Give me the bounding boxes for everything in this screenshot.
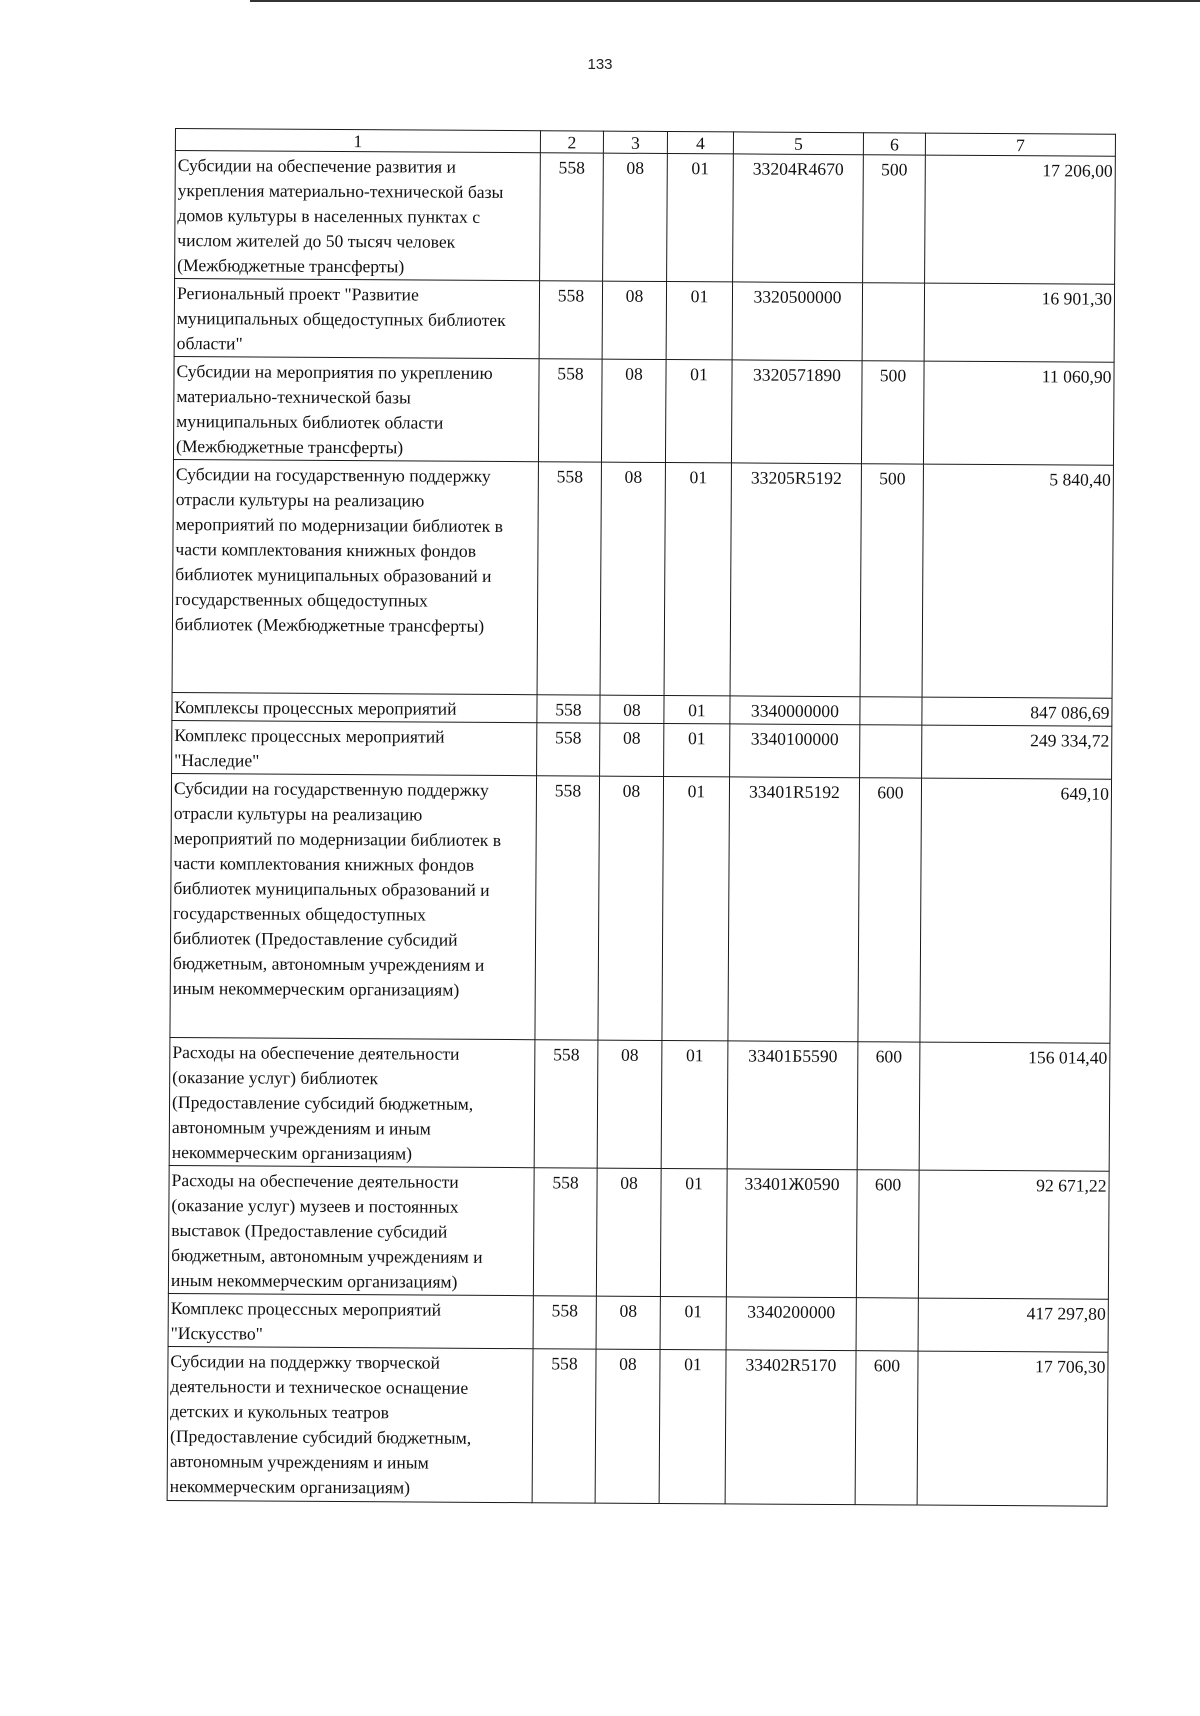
subsection-code: 01 — [659, 1349, 726, 1503]
table-row — [172, 720, 1112, 779]
ministry-code: 558 — [537, 695, 600, 723]
expense-type-code: 600 — [855, 1351, 918, 1505]
table-row — [174, 279, 1114, 363]
column-header-6: 6 — [863, 133, 925, 155]
subsection-code: 01 — [662, 776, 730, 1040]
target-article-code: 33204R4670 — [733, 154, 864, 283]
table-row — [172, 459, 1113, 698]
amount-value: 92 671,22 — [918, 1170, 1109, 1299]
row-description: Комплексы процессных мероприятий — [172, 692, 537, 722]
target-article-code: 33205R5192 — [730, 463, 861, 697]
ministry-code: 558 — [539, 281, 602, 359]
row-description: Расходы на обеспечение деятельности (оказание услуг) музеев и постоянных выставок (Предоставление субсидий бюджетным, автономным учреждениям и иным некоммерческим организациям) — [168, 1165, 534, 1295]
target-article-code: 33401R5192 — [728, 777, 860, 1042]
section-code: 08 — [602, 281, 666, 359]
subsection-code: 01 — [664, 695, 730, 723]
section-code: 08 — [603, 153, 668, 281]
expense-type-code: 600 — [858, 778, 922, 1042]
amount-value: 17 206,00 — [925, 155, 1116, 284]
table-row — [175, 151, 1116, 285]
amount-value: 417 297,80 — [918, 1298, 1108, 1352]
subsection-code: 01 — [660, 1168, 727, 1296]
target-article-code: 3320500000 — [732, 282, 862, 361]
column-header-7: 7 — [925, 133, 1115, 156]
subsection-code: 01 — [664, 723, 730, 776]
amount-value: 156 014,40 — [919, 1042, 1110, 1171]
expense-type-code: 500 — [863, 155, 926, 283]
subsection-code: 01 — [661, 1040, 728, 1168]
amount-value: 249 334,72 — [922, 725, 1112, 779]
page-number: 133 — [587, 56, 613, 73]
expense-type-code — [860, 725, 922, 778]
section-code: 08 — [596, 1168, 661, 1296]
row-description: Субсидии на обеспечение развития и укрепления материально-технической базы домов культуры в населенных пунктах с числом жителей до 50 тысяч человек (Межбюджетные трансферты) — [175, 151, 541, 281]
section-code: 08 — [598, 776, 664, 1040]
row-description: Региональный проект "Развитие муниципальных общедоступных библиотек области" — [174, 279, 539, 359]
column-header-1: 1 — [175, 129, 540, 153]
target-article-code: 33401Ж0590 — [726, 1169, 857, 1298]
row-description: Субсидии на государственную поддержку отрасли культуры на реализацию мероприятий по модернизации библиотек в части комплектования книжных фондов библиотек муниципальных образований и государственных общедоступных библиотек (Предоставление субсидий бюджетным, автономным учреждениям и иным некоммерческим организациям) — [170, 773, 537, 1039]
row-description: Расходы на обеспечение деятельности (оказание услуг) библиотек (Предоставление субсидий бюджетным, автономным учреждениям и иным некоммерческим организациям) — [169, 1037, 535, 1167]
row-description: Субсидии на государственную поддержку отрасли культуры на реализацию мероприятий по модернизации библиотек в части комплектования книжных фондов библиотек муниципальных образований и государственных общедоступных библиотек (Межбюджетные трансферты) — [172, 459, 538, 694]
subsection-code: 01 — [660, 1296, 726, 1349]
row-description: Субсидии на мероприятия по укреплению материально-технической базы муниципальных библиотек области (Межбюджетные трансферты) — [173, 356, 539, 461]
table-row — [170, 773, 1112, 1043]
amount-value: 5 840,40 — [922, 464, 1113, 698]
target-article-code: 33402R5170 — [725, 1350, 856, 1505]
amount-value: 17 706,30 — [917, 1351, 1108, 1506]
section-code: 08 — [597, 1040, 662, 1168]
table-row — [167, 1346, 1108, 1506]
section-code: 08 — [596, 1296, 660, 1349]
expense-type-code: 500 — [861, 361, 924, 464]
column-header-5: 5 — [733, 132, 863, 155]
subsection-code: 01 — [665, 360, 732, 463]
amount-value: 16 901,30 — [924, 283, 1114, 362]
section-code: 08 — [601, 359, 666, 462]
expense-type-code — [860, 697, 922, 725]
amount-value: 649,10 — [920, 778, 1112, 1043]
ministry-code: 558 — [532, 1349, 596, 1503]
expense-type-code — [856, 1298, 918, 1351]
subsection-code: 01 — [666, 282, 732, 360]
table-row — [168, 1165, 1109, 1299]
target-article-code: 3340000000 — [730, 696, 860, 725]
row-description: Субсидии на поддержку творческой деятельности и техническое оснащение детских и кукольных театров (Предоставление субсидий бюджетным, автономным учреждениям и иным некоммерческим организациям) — [167, 1346, 533, 1502]
ministry-code: 558 — [540, 153, 604, 281]
table-row — [173, 356, 1114, 465]
section-code: 08 — [600, 723, 664, 776]
column-header-4: 4 — [667, 132, 733, 154]
ministry-code: 558 — [537, 462, 601, 695]
column-header-3: 3 — [603, 131, 667, 153]
ministry-code: 558 — [538, 359, 602, 462]
ministry-code: 558 — [533, 1168, 597, 1296]
target-article-code: 3320571890 — [731, 360, 862, 464]
expense-type-code: 500 — [860, 464, 923, 697]
table-row — [169, 1037, 1110, 1171]
amount-value: 847 086,69 — [922, 697, 1112, 726]
target-article-code: 3340100000 — [730, 724, 860, 778]
row-description: Комплекс процессных мероприятий "Наследие" — [172, 720, 537, 775]
expense-type-code: 600 — [857, 1042, 920, 1170]
ministry-code: 558 — [537, 723, 600, 776]
section-code: 08 — [595, 1349, 660, 1503]
table-row — [168, 1293, 1108, 1352]
subsection-code: 01 — [664, 463, 731, 696]
target-article-code: 33401Б5590 — [727, 1041, 858, 1170]
section-code: 08 — [600, 462, 665, 695]
subsection-code: 01 — [667, 154, 734, 282]
ministry-code: 558 — [533, 1296, 596, 1349]
ministry-code: 558 — [535, 776, 600, 1040]
top-border-line — [250, 0, 1200, 2]
ministry-code: 558 — [534, 1040, 598, 1168]
row-description: Комплекс процессных мероприятий "Искусство" — [168, 1293, 533, 1348]
expense-type-code — [862, 283, 924, 361]
target-article-code: 3340200000 — [726, 1297, 856, 1351]
expense-type-code: 600 — [856, 1170, 919, 1298]
section-code: 08 — [600, 695, 664, 723]
amount-value: 11 060,90 — [923, 361, 1114, 465]
budget-table — [167, 128, 1116, 1507]
column-header-2: 2 — [540, 131, 603, 153]
